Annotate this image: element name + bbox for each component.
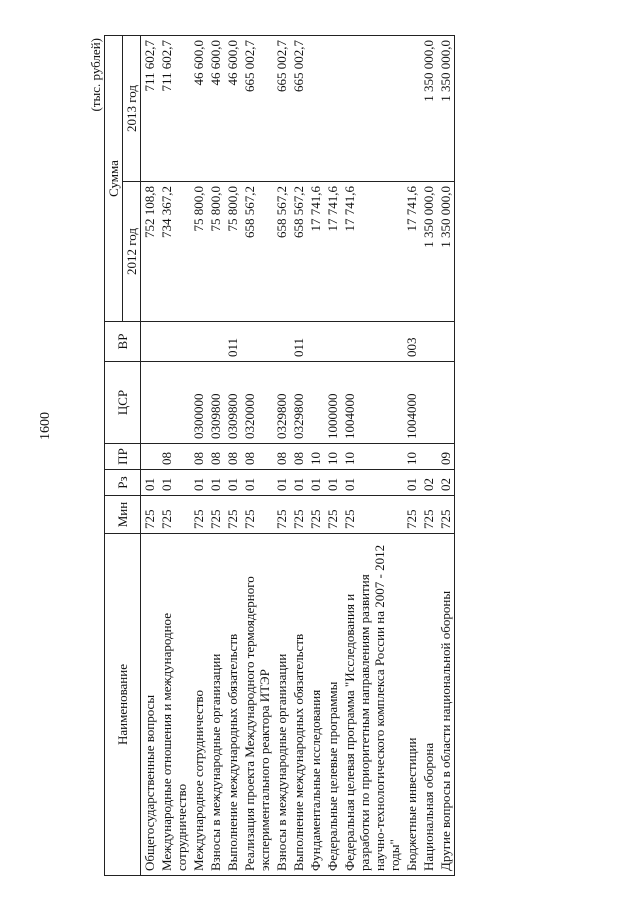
cell-min: 725: [158, 496, 190, 534]
cell-name: Выполнение международных обязательств: [224, 534, 241, 876]
cell-name: Реализация проекта Международного термоядерного экспериментального реактора ИТЭР: [241, 534, 273, 876]
cell-name: Общегосударственные вопросы: [141, 534, 159, 876]
header-min: Мин: [105, 496, 141, 534]
cell-vr: [190, 322, 207, 362]
cell-rz: 01: [324, 470, 341, 496]
cell-y2012: 1 350 000,0: [420, 182, 437, 322]
cell-rz: 01: [141, 470, 159, 496]
table-row: [341, 36, 403, 876]
cell-csr: 0329800: [290, 362, 307, 444]
cell-y2012: 752 108,8: [141, 182, 159, 322]
table-row: [403, 36, 420, 876]
cell-csr: [158, 362, 190, 444]
table-row: [141, 36, 159, 876]
cell-name: Национальная оборона: [420, 534, 437, 876]
cell-y2012: 658 567,2: [273, 182, 290, 322]
cell-pr: 08: [273, 444, 290, 470]
cell-min: 725: [224, 496, 241, 534]
cell-pr: 08: [190, 444, 207, 470]
cell-csr: [437, 362, 455, 444]
table-row: [273, 36, 290, 876]
cell-csr: [420, 362, 437, 444]
cell-y2013: [307, 36, 324, 182]
header-pr: ПР: [105, 444, 141, 470]
cell-vr: [341, 322, 403, 362]
header-row-1: [105, 36, 123, 876]
cell-pr: 10: [307, 444, 324, 470]
cell-y2013: 711 602,7: [141, 36, 159, 182]
cell-vr: 003: [403, 322, 420, 362]
cell-y2012: 17 741,6: [403, 182, 420, 322]
cell-vr: [241, 322, 273, 362]
cell-rz: 02: [437, 470, 455, 496]
table-row: [307, 36, 324, 876]
cell-csr: 0329800: [273, 362, 290, 444]
cell-rz: 02: [420, 470, 437, 496]
cell-y2013: [403, 36, 420, 182]
cell-y2013: [324, 36, 341, 182]
cell-vr: [141, 322, 159, 362]
cell-min: 725: [324, 496, 341, 534]
cell-pr: 08: [224, 444, 241, 470]
cell-name: Федеральные целевые программы: [324, 534, 341, 876]
cell-rz: 01: [290, 470, 307, 496]
cell-vr: [437, 322, 455, 362]
table-row: [420, 36, 437, 876]
cell-pr: 10: [403, 444, 420, 470]
cell-rz: 01: [273, 470, 290, 496]
cell-min: 725: [437, 496, 455, 534]
cell-pr: 09: [437, 444, 455, 470]
cell-pr: 08: [207, 444, 224, 470]
cell-y2013: 1 350 000,0: [437, 36, 455, 182]
cell-rz: 01: [207, 470, 224, 496]
cell-y2012: 658 567,2: [290, 182, 307, 322]
budget-table: [104, 35, 455, 876]
table-row: [241, 36, 273, 876]
cell-vr: [307, 322, 324, 362]
header-rz: Рз: [105, 470, 141, 496]
cell-y2013: 46 600,0: [224, 36, 241, 182]
units-label: (тыс. рублей): [88, 38, 103, 112]
cell-vr: [420, 322, 437, 362]
cell-pr: 08: [158, 444, 190, 470]
table-row: [224, 36, 241, 876]
cell-name: Фундаментальные исследования: [307, 534, 324, 876]
cell-name: Взносы в международные организации: [273, 534, 290, 876]
table-row: [290, 36, 307, 876]
rotated-page-content: [88, 36, 598, 876]
header-2012: 2012 год: [123, 182, 141, 322]
cell-y2013: 1 350 000,0: [420, 36, 437, 182]
cell-rz: 01: [224, 470, 241, 496]
cell-y2012: 75 800,0: [190, 182, 207, 322]
cell-csr: 1000000: [324, 362, 341, 444]
cell-y2013: 665 002,7: [241, 36, 273, 182]
cell-rz: 01: [307, 470, 324, 496]
cell-y2013: 711 602,7: [158, 36, 190, 182]
cell-min: 725: [341, 496, 403, 534]
cell-vr: [273, 322, 290, 362]
cell-min: 725: [273, 496, 290, 534]
cell-pr: 10: [341, 444, 403, 470]
table-row: [190, 36, 207, 876]
cell-vr: [158, 322, 190, 362]
table-body: [141, 36, 455, 876]
cell-csr: [307, 362, 324, 444]
cell-vr: 011: [224, 322, 241, 362]
cell-rz: 01: [241, 470, 273, 496]
cell-csr: 0320000: [241, 362, 273, 444]
cell-pr: [420, 444, 437, 470]
cell-csr: 1004000: [341, 362, 403, 444]
cell-min: 725: [420, 496, 437, 534]
cell-y2012: 75 800,0: [224, 182, 241, 322]
cell-y2012: 75 800,0: [207, 182, 224, 322]
cell-rz: 01: [190, 470, 207, 496]
table-row: [207, 36, 224, 876]
cell-y2012: 734 367,2: [158, 182, 190, 322]
cell-y2012: 17 741,6: [307, 182, 324, 322]
header-csr: ЦСР: [105, 362, 141, 444]
cell-name: Федеральная целевая программа "Исследования и разработки по приоритетным направлениям развития научно-технологического комплекса России на 2007 - 2012 годы": [341, 534, 403, 876]
cell-min: 725: [403, 496, 420, 534]
header-vr: ВР: [105, 322, 141, 362]
cell-csr: 0309800: [207, 362, 224, 444]
cell-vr: 011: [290, 322, 307, 362]
cell-csr: [141, 362, 159, 444]
cell-pr: 10: [324, 444, 341, 470]
cell-name: Международное сотрудничество: [190, 534, 207, 876]
cell-min: 725: [207, 496, 224, 534]
cell-name: Бюджетные инвестиции: [403, 534, 420, 876]
cell-y2013: 46 600,0: [207, 36, 224, 182]
cell-csr: 0300000: [190, 362, 207, 444]
cell-csr: 0309800: [224, 362, 241, 444]
cell-rz: 01: [158, 470, 190, 496]
header-sum: Сумма: [105, 36, 123, 322]
cell-y2013: 665 002,7: [273, 36, 290, 182]
table-row: [158, 36, 190, 876]
page-number: 1600: [38, 412, 53, 440]
cell-name: Выполнение международных обязательств: [290, 534, 307, 876]
cell-y2012: 658 567,2: [241, 182, 273, 322]
cell-rz: 01: [403, 470, 420, 496]
cell-vr: [207, 322, 224, 362]
cell-name: Международные отношения и международное сотрудничество: [158, 534, 190, 876]
header-name: Наименование: [105, 534, 141, 876]
cell-name: Взносы в международные организации: [207, 534, 224, 876]
cell-vr: [324, 322, 341, 362]
cell-rz: 01: [341, 470, 403, 496]
cell-name: Другие вопросы в области национальной обороны: [437, 534, 455, 876]
cell-min: 725: [141, 496, 159, 534]
cell-pr: [141, 444, 159, 470]
cell-min: 725: [190, 496, 207, 534]
cell-y2012: 17 741,6: [341, 182, 403, 322]
cell-min: 725: [241, 496, 273, 534]
cell-pr: 08: [241, 444, 273, 470]
cell-y2013: 46 600,0: [190, 36, 207, 182]
table-row: [437, 36, 455, 876]
cell-pr: 08: [290, 444, 307, 470]
cell-min: 725: [307, 496, 324, 534]
header-2013: 2013 год: [123, 36, 141, 182]
cell-y2012: 1 350 000,0: [437, 182, 455, 322]
cell-min: 725: [290, 496, 307, 534]
cell-csr: 1004000: [403, 362, 420, 444]
cell-y2012: 17 741,6: [324, 182, 341, 322]
cell-y2013: [341, 36, 403, 182]
table-row: [324, 36, 341, 876]
cell-y2013: 665 002,7: [290, 36, 307, 182]
